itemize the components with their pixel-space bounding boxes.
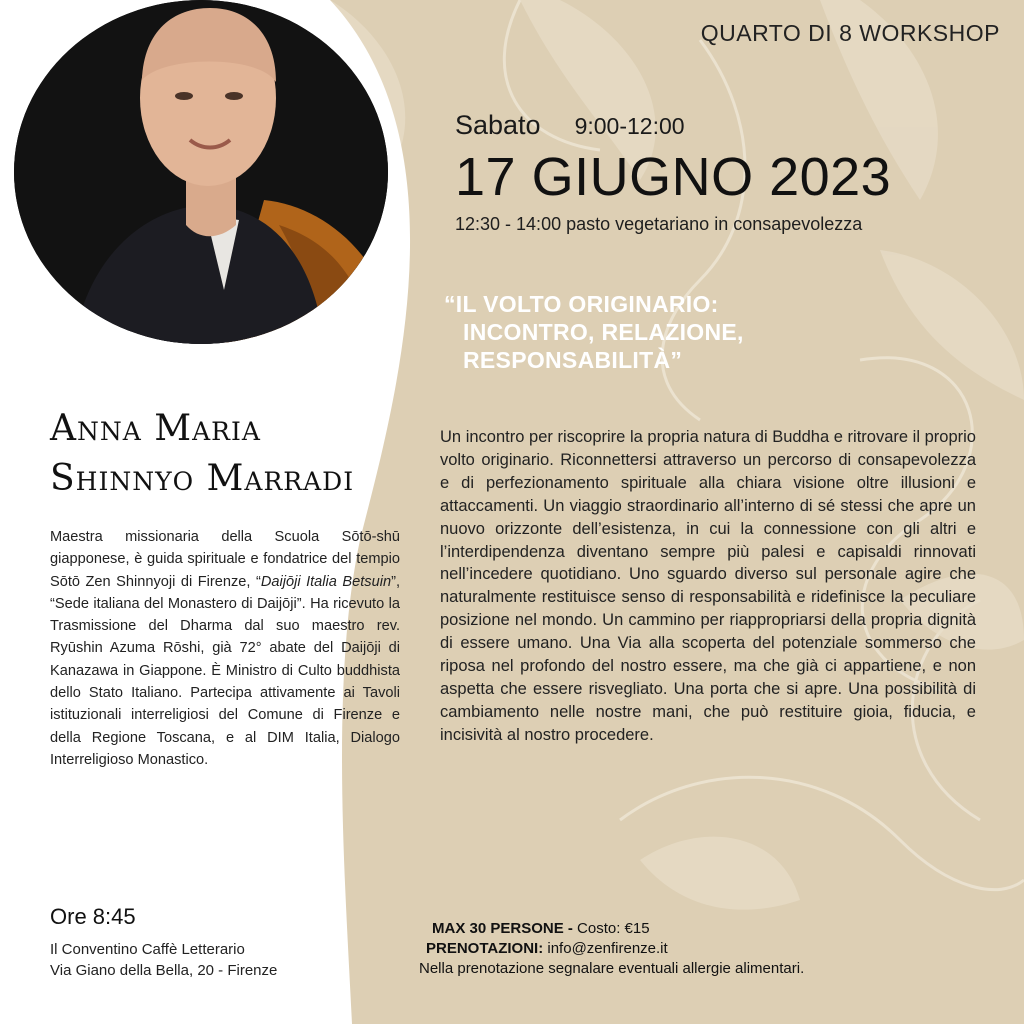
cost-label: Costo: €15: [572, 920, 650, 937]
allergy-note: Nella prenotazione segnalare eventuali allergie alimentari.: [419, 960, 805, 977]
lunch-info: 12:30 - 14:00 pasto vegetariano in consapevolezza: [455, 214, 863, 234]
capacity-label: MAX 30 PERSONE -: [432, 920, 573, 937]
event-title: [444, 290, 864, 374]
teacher-portrait: [14, 0, 388, 344]
day-and-time: [455, 110, 685, 141]
start-time: Ore 8:45: [50, 904, 136, 929]
event-title-line-2: INCONTRO, RELAZIONE,: [463, 319, 744, 345]
teacher-bio-part-1: Maestra missionaria della Scuola Sōtō-shū giapponese, è guida spirituale e fondatrice del tempio Sōtō Zen Shinnyoji di Firenze, “: [50, 529, 400, 590]
event-day: Sabato: [455, 110, 541, 140]
event-date: 17 GIUGNO 2023: [455, 147, 892, 207]
event-time-range: 9:00-12:00: [574, 113, 685, 139]
venue-name: Il Conventino Caffè Letterario: [50, 941, 245, 958]
event-description: Un incontro per riscoprire la propria natura di Buddha e ritrovare il proprio volto originario. Riconnettersi attraverso un percorso di consapevolezza e di perfezionamento spirituale alla chiara visione oltre illusioni e attaccamenti. Un viaggio straordinario all’interno di sé stessi che apre un nuovo orizzonte dell’esistenza, in cui la connessione con gli altri e l’interdipendenza diventano sempre più palesi e capisaldi rinnovati nell’incedere quotidiano. Uno sguardo diverso sul personale agire che naturalmente restituisce senso di responsabilità e ridefinisce la peculiare posizione nel mondo. Un cammino per riappropriarsi della propria dignità di essere umano. Una Via alla scoperta del potenziale sommerso che riposa nel profondo del nostro essere, ma che già ci appartiene, e non aspetta che essere risvegliato. Una porta che si apre. Una possibilità di cambiamento nelle nostre mani, che può restituire gioia, fiducia, e incisività al nostro procedere.: [440, 428, 976, 744]
teacher-bio: [50, 526, 400, 771]
booking-email[interactable]: info@zenfirenze.it: [543, 940, 668, 957]
teacher-name-line-2: Shinnyo Marradi: [50, 458, 355, 499]
workshop-count: QUARTO DI 8 WORKSHOP: [700, 20, 1000, 46]
venue-address: Via Giano della Bella, 20 - Firenze: [50, 962, 278, 979]
event-title-line-1: “IL VOLTO ORIGINARIO:: [444, 291, 719, 317]
teacher-name-line-1: Anna Maria: [50, 408, 261, 449]
teacher-name: [50, 404, 380, 504]
booking-label: PRENOTAZIONI:: [426, 940, 544, 957]
booking-contact: [426, 940, 668, 957]
capacity-and-cost: [432, 920, 650, 937]
teacher-bio-part-2: ”, “Sede italiana del Monastero di Daijōji”. Ha ricevuto la Trasmissione del Dharma dal suo maestro rev. Ryūshin Azuma Rōshi, già 72° abate del Daijōji di Kanazawa in Giappone. È Ministro di Culto buddhista dello Stato Italiano. Partecipa attivamente ai Tavoli istituzionali interreligiosi del Comune di Firenze e della Regione Toscana, e al DIM Italia, Dialogo Interreligioso Monastico.: [50, 573, 400, 768]
teacher-bio-italic: Daijōji Italia Betsuin: [260, 573, 392, 590]
event-title-line-3: RESPONSABILITÀ”: [463, 347, 683, 373]
